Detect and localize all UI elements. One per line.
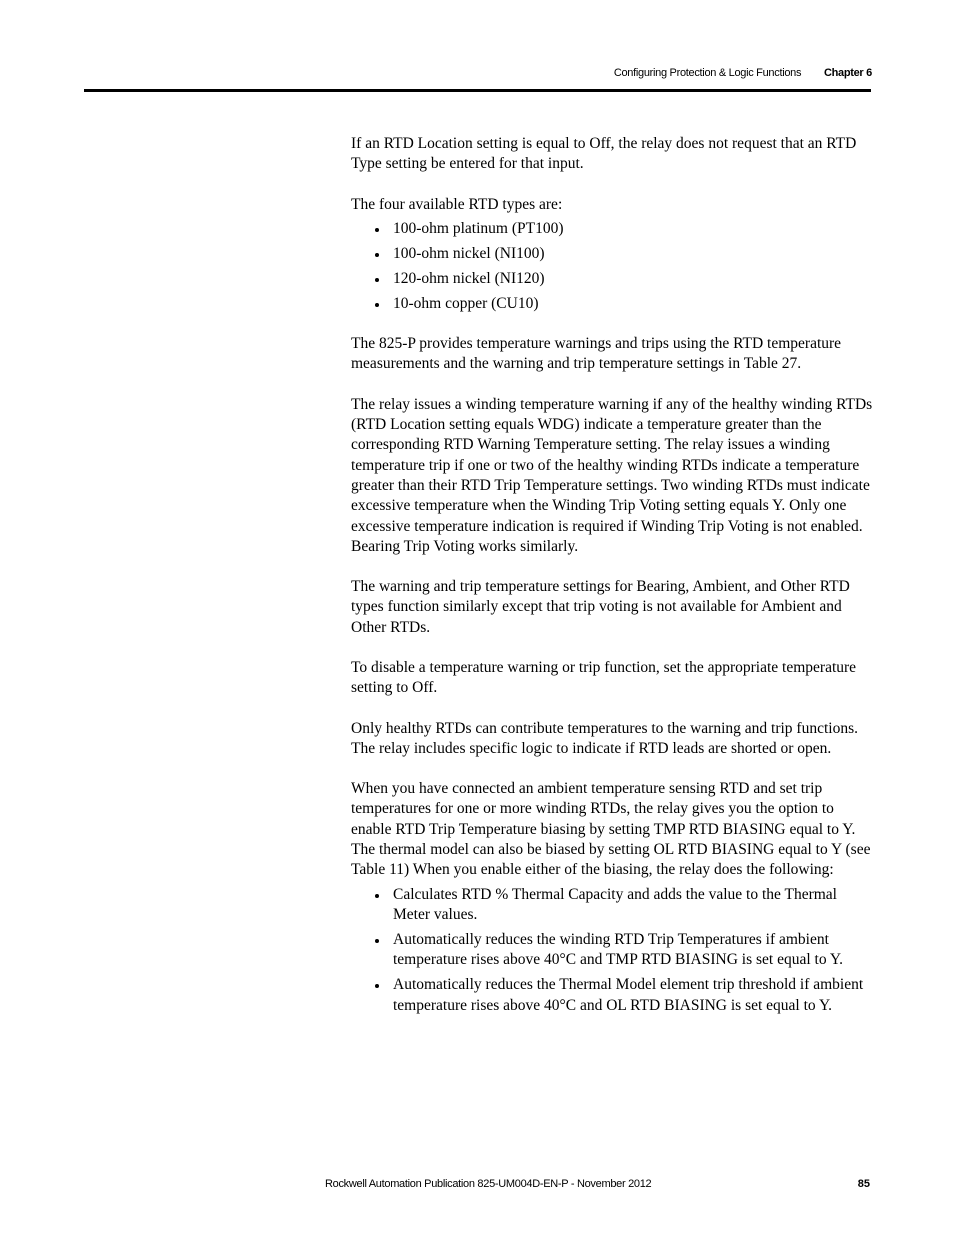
page-number: 85 bbox=[857, 1178, 870, 1190]
header-rule bbox=[84, 89, 871, 92]
rtd-types-list bbox=[351, 219, 873, 314]
footer-publication: Rockwell Automation Publication 825-UM004D-EN-P - November 2012 bbox=[325, 1178, 652, 1190]
paragraph-disable-function: To disable a temperature warning or trip function, set the appropriate temperature setting to Off. bbox=[351, 659, 857, 697]
list-item: Calculates RTD % Thermal Capacity and adds the value to the Thermal Meter values. bbox=[351, 885, 873, 926]
list-item: 120-ohm nickel (NI120) bbox=[351, 269, 873, 289]
paragraph-warnings-trips: The 825-P provides temperature warnings and trips using the RTD temperature measurements and the warning and trip temperature settings in Table 27. bbox=[351, 335, 842, 373]
paragraph-other-rtd-types: The warning and trip temperature settings for Bearing, Ambient, and Other RTD types function similarly except that trip voting is not available for Ambient and Other RTDs. bbox=[351, 578, 850, 636]
list-item: 100-ohm nickel (NI100) bbox=[351, 244, 873, 264]
list-item: Automatically reduces the winding RTD Trip Temperatures if ambient temperature rises above 40°C and TMP RTD BIASING is set equal to Y. bbox=[351, 930, 873, 971]
list-item: Automatically reduces the Thermal Model element trip threshold if ambient temperature rises above 40°C and OL RTD BIASING is set equal to Y. bbox=[351, 975, 873, 1016]
paragraph-biasing: When you have connected an ambient temperature sensing RTD and set trip temperatures for one or more winding RTDs, the relay gives you the option to enable RTD Trip Temperature biasing by setting TMP RTD BIASING equal to Y. The thermal model can also be biased by setting OL RTD BIASING equal to Y (see Table 11) When you enable either of the biasing, the relay does the following: bbox=[351, 780, 871, 879]
paragraph-winding-warning: The relay issues a winding temperature warning if any of the healthy winding RTDs (RTD Location setting equals WDG) indicate a temperature greater than the corresponding RTD Warning Temperature setting. The relay issues a winding temperature trip if one or two of the healthy winding RTDs indicate a temperature greater than their RTD Trip Temperature settings. Two winding RTDs must indicate excessive temperature when the Winding Trip Voting setting equals Y. Only one excessive temperature indication is required if Winding Trip Voting is not enabled. Bearing Trip Voting works similarly. bbox=[351, 395, 873, 555]
section-title: Configuring Protection & Logic Functions bbox=[613, 67, 802, 79]
running-header bbox=[614, 67, 872, 79]
list-item: 100-ohm platinum (PT100) bbox=[351, 219, 873, 239]
biasing-actions-list bbox=[351, 885, 873, 1016]
paragraph-healthy-rtds: Only healthy RTDs can contribute temperatures to the warning and trip functions. The relay includes specific logic to indicate if RTD leads are shorted or open. bbox=[351, 719, 858, 757]
chapter-label: Chapter 6 bbox=[823, 67, 872, 79]
body-text bbox=[351, 134, 873, 1036]
paragraph-rtd-location-off: If an RTD Location setting is equal to Off, the relay does not request that an RTD Type setting be entered for that input. bbox=[351, 135, 857, 173]
paragraph-rtd-types-intro: The four available RTD types are: bbox=[351, 195, 563, 213]
list-item: 10-ohm copper (CU10) bbox=[351, 294, 873, 314]
